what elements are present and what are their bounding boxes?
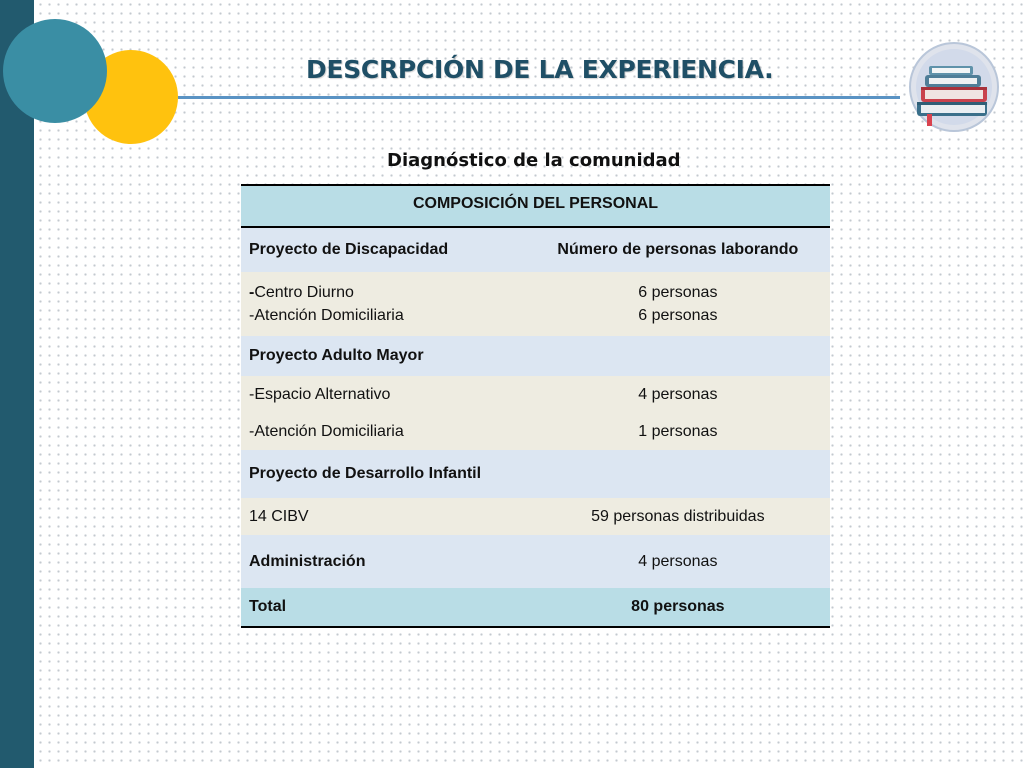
total-value: 80 personas [526, 588, 830, 627]
staff-composition-table-wrapper [241, 184, 830, 628]
item-label: -Espacio Alternativo [241, 376, 526, 413]
list-item: -Atención Domiciliaria [249, 307, 404, 324]
column-header-count: Número de personas laborando [526, 227, 830, 272]
table-row [241, 272, 830, 336]
table-row-total [241, 588, 830, 627]
section-row-adulto-mayor [241, 336, 830, 376]
count-value: 6 personas [638, 284, 718, 301]
item-label: 14 CIBV [241, 498, 526, 535]
table-row [241, 376, 830, 413]
count-value: 59 personas distribuidas [526, 498, 830, 535]
item-label: Administración [241, 535, 526, 588]
total-label: Total [241, 588, 526, 627]
count-value: 4 personas [526, 376, 830, 413]
staff-composition-table [241, 184, 830, 628]
title-underline [178, 96, 900, 99]
empty-cell [526, 336, 830, 376]
list-item: -Centro Diurno [249, 284, 354, 301]
count-value: 6 personas [638, 307, 718, 324]
discapacidad-values-cell [526, 272, 830, 336]
books-stack-icon [909, 42, 999, 132]
column-header-row [241, 227, 830, 272]
table-title-row [241, 185, 830, 227]
discapacidad-items-cell [241, 272, 526, 336]
table-row [241, 413, 830, 450]
table-row-administracion [241, 535, 830, 588]
section-row-desarrollo-infantil [241, 450, 830, 498]
count-value: 4 personas [526, 535, 830, 588]
column-header-project: Proyecto de Discapacidad [241, 227, 526, 272]
item-label: -Atención Domiciliaria [241, 413, 526, 450]
table-title: COMPOSICIÓN DEL PERSONAL [241, 185, 830, 227]
section-title: Proyecto de Desarrollo Infantil [241, 450, 526, 498]
section-title: Proyecto Adulto Mayor [241, 336, 526, 376]
slide-subtitle: Diagnóstico de la comunidad [387, 150, 681, 171]
table-row [241, 498, 830, 535]
teal-circle-decoration [3, 19, 107, 123]
slide-title: DESCRPCIÓN DE LA EXPERIENCIA. [306, 55, 774, 84]
count-value: 1 personas [526, 413, 830, 450]
empty-cell [526, 450, 830, 498]
